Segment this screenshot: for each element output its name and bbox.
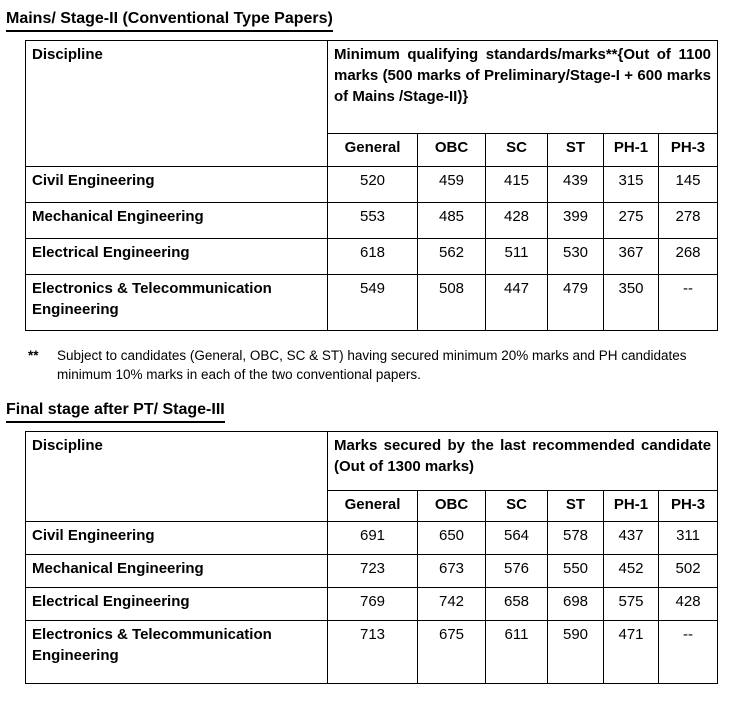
table-row (26, 522, 718, 555)
column-header-obc: OBC (418, 491, 486, 522)
section1-heading: Mains/ Stage-II (Conventional Type Papers) (6, 9, 333, 32)
marks-cell: 553 (328, 203, 418, 239)
column-header-obc: OBC (418, 134, 486, 167)
marks-cell: 485 (418, 203, 486, 239)
discipline-cell: Electronics & Telecommunication Engineering (26, 275, 328, 331)
table-row (26, 167, 718, 203)
marks-cell: 508 (418, 275, 486, 331)
footnote-text: Subject to candidates (General, OBC, SC & ST) having secured minimum 20% marks and PH candidates minimum 10% marks in each of the two conventional papers. (57, 348, 687, 382)
column-header-ph3: PH-3 (659, 134, 718, 167)
marks-cell: 447 (486, 275, 548, 331)
discipline-cell: Electrical Engineering (26, 239, 328, 275)
marks-cell: 611 (486, 621, 548, 684)
table-header-row (26, 41, 718, 134)
marks-cell: 511 (486, 239, 548, 275)
footnote-marker: ** (28, 348, 39, 363)
marks-cell: 590 (548, 621, 604, 684)
marks-cell: 575 (604, 588, 659, 621)
marks-cell: 315 (604, 167, 659, 203)
marks-cell: 415 (486, 167, 548, 203)
marks-cell: 452 (604, 555, 659, 588)
stage2-marks-table (25, 40, 718, 331)
marks-cell: -- (659, 275, 718, 331)
marks-cell: 691 (328, 522, 418, 555)
column-header-ph1: PH-1 (604, 491, 659, 522)
marks-cell: 479 (548, 275, 604, 331)
marks-cell: 673 (418, 555, 486, 588)
column-header-sc: SC (486, 134, 548, 167)
column-header-sc: SC (486, 491, 548, 522)
group-header-cell: Marks secured by the last recommended candidate (Out of 1300 marks) (328, 432, 718, 491)
discipline-cell: Electrical Engineering (26, 588, 328, 621)
marks-cell: 350 (604, 275, 659, 331)
table-row (26, 203, 718, 239)
marks-cell: 145 (659, 167, 718, 203)
marks-cell: 618 (328, 239, 418, 275)
discipline-header-cell: Discipline (26, 41, 328, 167)
marks-cell: 268 (659, 239, 718, 275)
marks-cell: 723 (328, 555, 418, 588)
marks-cell: 437 (604, 522, 659, 555)
column-header-st: ST (548, 491, 604, 522)
marks-cell: 550 (548, 555, 604, 588)
marks-cell: 562 (418, 239, 486, 275)
table-row (26, 555, 718, 588)
marks-cell: 471 (604, 621, 659, 684)
table-row (26, 275, 718, 331)
marks-cell: 769 (328, 588, 418, 621)
marks-cell: -- (659, 621, 718, 684)
table-row (26, 239, 718, 275)
marks-cell: 698 (548, 588, 604, 621)
marks-cell: 439 (548, 167, 604, 203)
final-stage-marks-table (25, 431, 718, 684)
table-header-row (26, 432, 718, 491)
group-header-cell: Minimum qualifying standards/marks**{Out of 1100 marks (500 marks of Preliminary/Stage-I + 600 marks of Mains /Stage-II)} (328, 41, 718, 134)
marks-cell: 675 (418, 621, 486, 684)
marks-cell: 275 (604, 203, 659, 239)
section2-heading: Final stage after PT/ Stage-III (6, 400, 225, 423)
marks-cell: 578 (548, 522, 604, 555)
marks-cell: 650 (418, 522, 486, 555)
column-header-st: ST (548, 134, 604, 167)
marks-cell: 428 (486, 203, 548, 239)
discipline-cell: Civil Engineering (26, 167, 328, 203)
marks-cell: 549 (328, 275, 418, 331)
discipline-cell: Civil Engineering (26, 522, 328, 555)
table-row (26, 621, 718, 684)
marks-cell: 459 (418, 167, 486, 203)
marks-cell: 742 (418, 588, 486, 621)
marks-cell: 399 (548, 203, 604, 239)
discipline-cell: Mechanical Engineering (26, 203, 328, 239)
marks-cell: 576 (486, 555, 548, 588)
marks-cell: 564 (486, 522, 548, 555)
column-header-ph1: PH-1 (604, 134, 659, 167)
table-row (26, 588, 718, 621)
discipline-header-cell: Discipline (26, 432, 328, 522)
column-header-ph3: PH-3 (659, 491, 718, 522)
column-header-general: General (328, 491, 418, 522)
marks-cell: 502 (659, 555, 718, 588)
marks-cell: 428 (659, 588, 718, 621)
discipline-cell: Mechanical Engineering (26, 555, 328, 588)
marks-cell: 530 (548, 239, 604, 275)
footnote (28, 346, 720, 384)
marks-cell: 713 (328, 621, 418, 684)
discipline-cell: Electronics & Telecommunication Engineering (26, 621, 328, 684)
marks-cell: 658 (486, 588, 548, 621)
column-header-general: General (328, 134, 418, 167)
marks-cell: 520 (328, 167, 418, 203)
marks-cell: 278 (659, 203, 718, 239)
marks-cell: 311 (659, 522, 718, 555)
marks-cell: 367 (604, 239, 659, 275)
